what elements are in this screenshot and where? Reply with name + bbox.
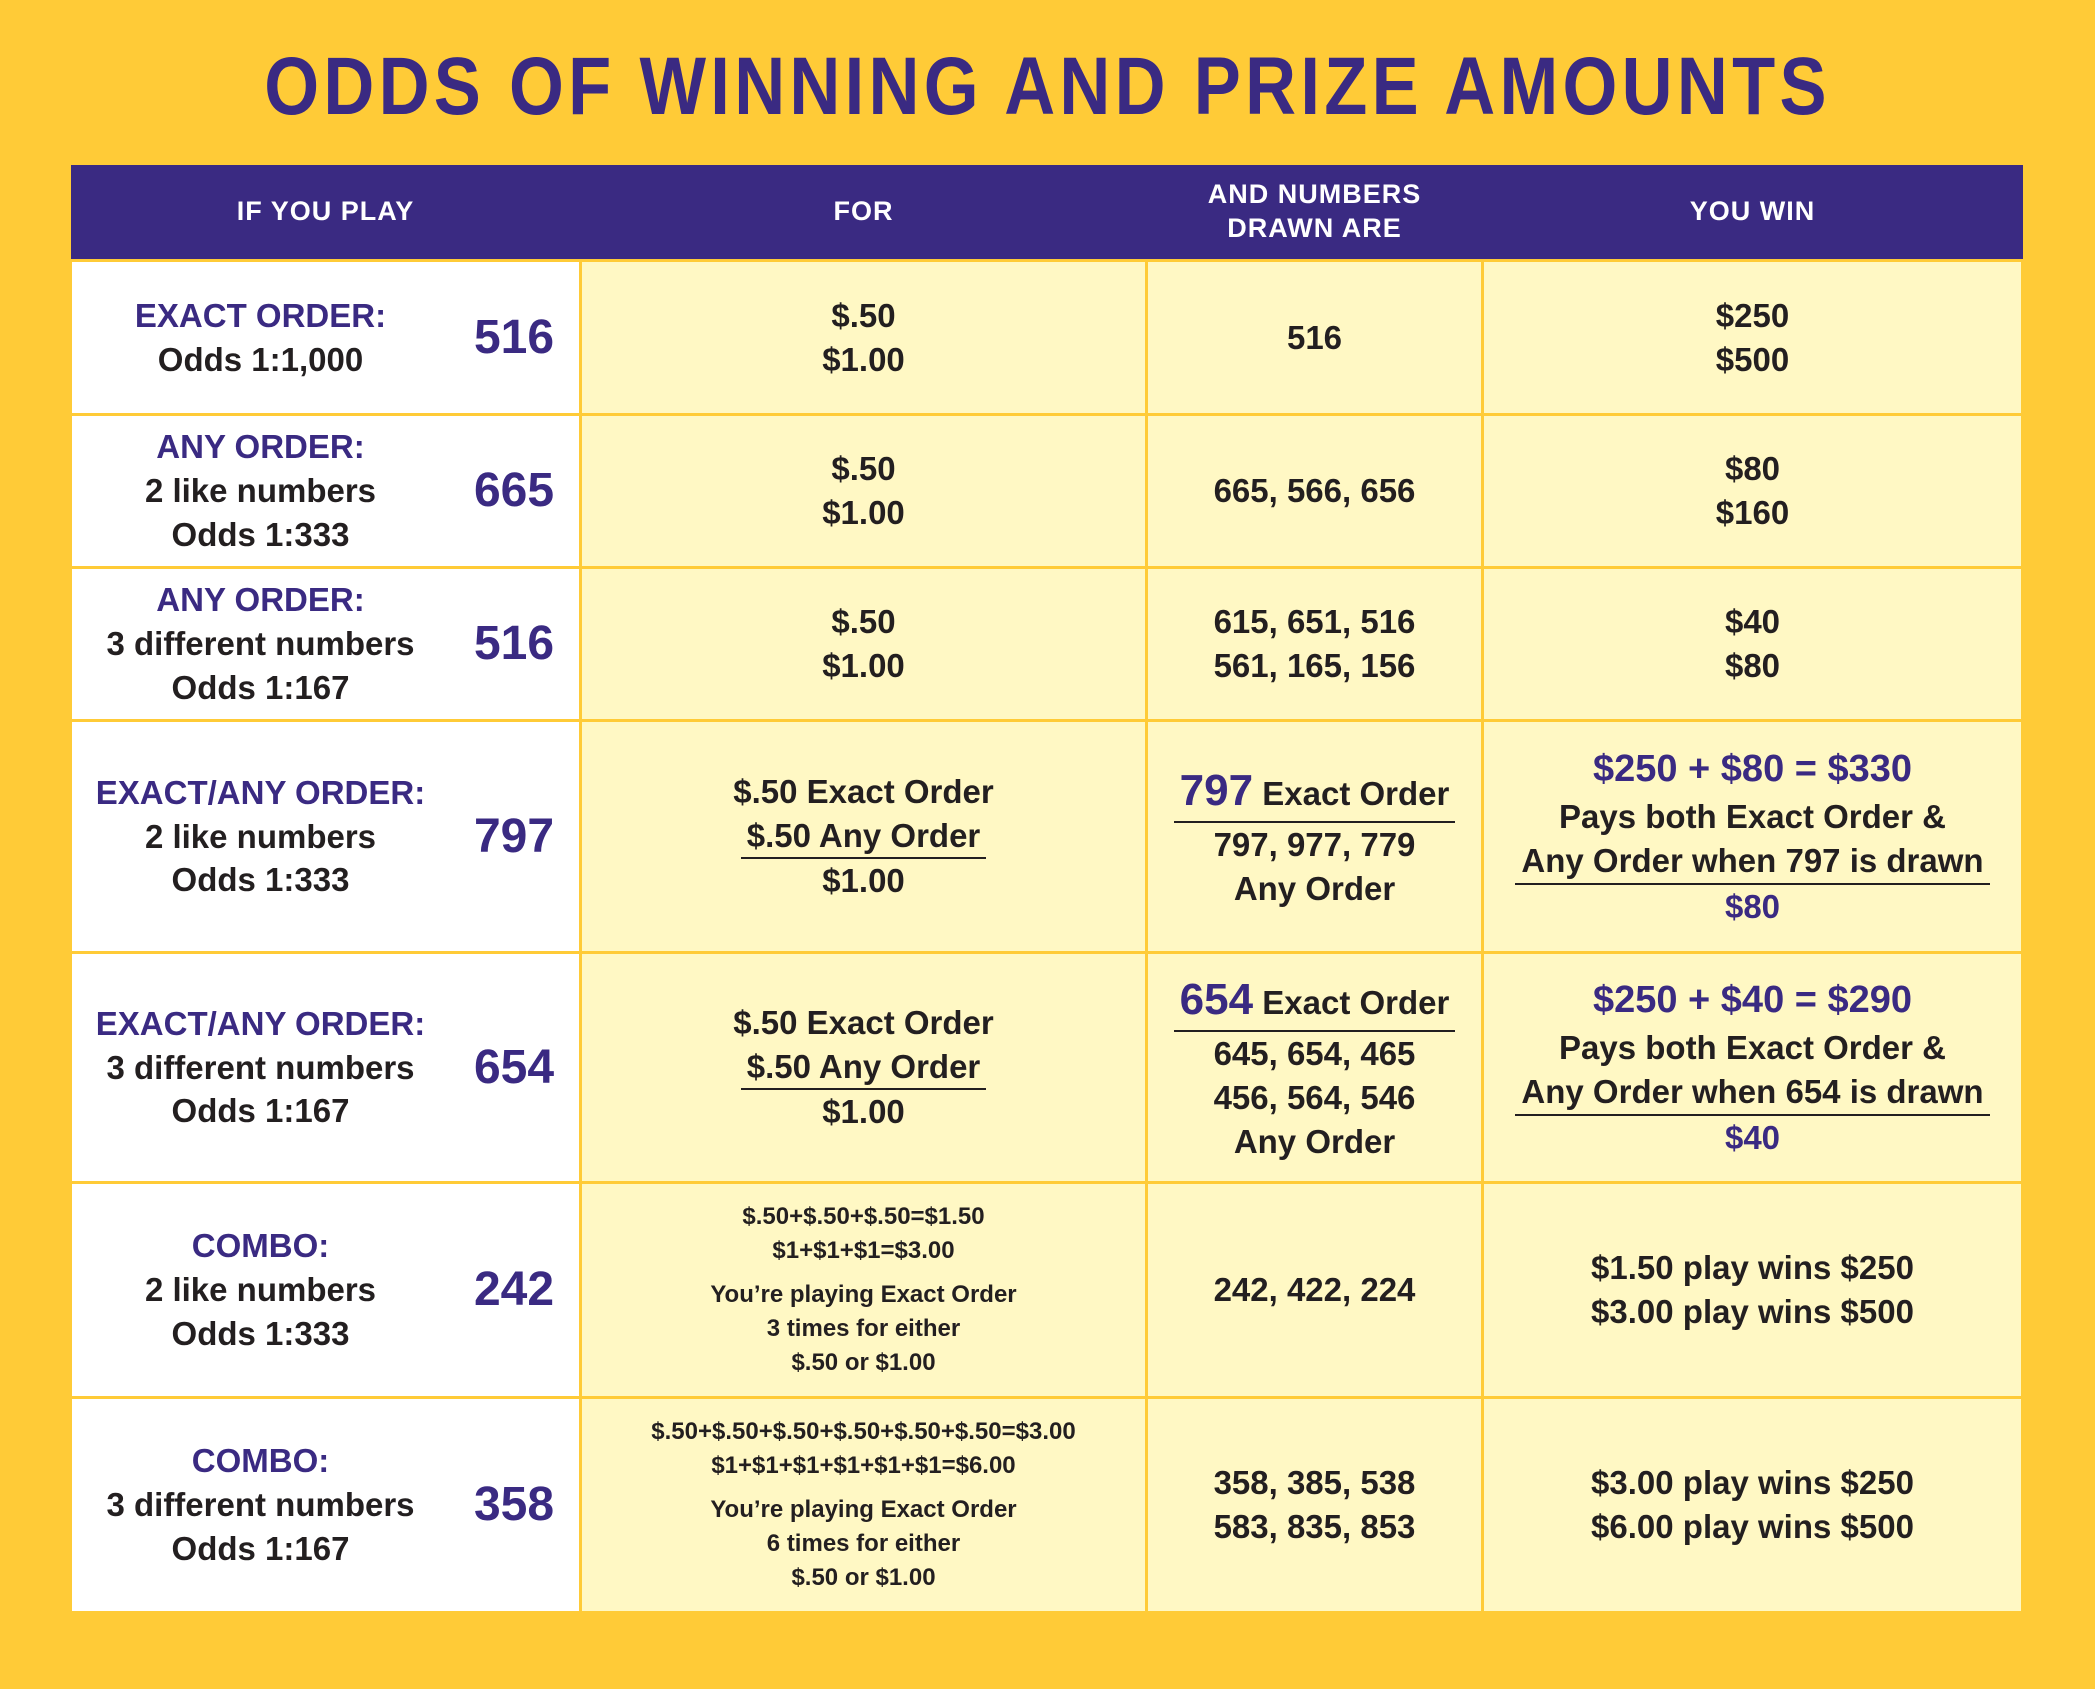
drawn-numbers: 456, 564, 546 — [1213, 1078, 1416, 1116]
wager-amount: $1.00 — [822, 340, 905, 378]
prize-note: Pays both Exact Order & — [1559, 797, 1946, 835]
table-row — [71, 261, 2023, 415]
drawn-cell — [1147, 261, 1483, 415]
drawn-numbers: 797, 977, 779 — [1213, 825, 1416, 863]
play-description: 3 different numbers — [106, 625, 415, 663]
drawn-exact-line — [1174, 971, 1456, 1032]
wager-amount: $1.00 — [822, 647, 905, 684]
for-cell — [581, 415, 1147, 568]
play-cell — [71, 953, 581, 1183]
prize-amount: $3.00 play wins $500 — [1591, 1293, 1914, 1330]
play-odds: Odds 1:167 — [171, 1092, 350, 1130]
wager-note: $.50 or $1.00 — [791, 1564, 936, 1592]
wager-equation: $1+$1+$1=$3.00 — [772, 1236, 955, 1264]
prize-amount: $40 — [1724, 603, 1781, 641]
win-cell — [1483, 1183, 2023, 1398]
win-cell — [1483, 953, 2023, 1183]
play-description: 2 like numbers — [144, 472, 377, 510]
for-cell — [581, 568, 1147, 721]
header-numbers-drawn — [1147, 165, 1483, 261]
play-number: 358 — [473, 1478, 555, 1532]
prize-any-amount: $80 — [1724, 887, 1781, 925]
for-cell — [581, 261, 1147, 415]
wager-total: $1.00 — [822, 862, 905, 900]
for-cell — [581, 1398, 1147, 1613]
header-if-you-play: IF YOU PLAY — [71, 165, 581, 261]
play-cell — [71, 1183, 581, 1398]
play-type: COMBO: — [191, 1442, 330, 1480]
wager-note: 3 times for either — [766, 1315, 961, 1343]
play-cell — [71, 1398, 581, 1613]
drawn-cell — [1147, 1398, 1483, 1613]
play-number: 665 — [473, 464, 555, 518]
drawn-cell — [1147, 415, 1483, 568]
drawn-exact-label: Exact Order — [1262, 984, 1450, 1022]
table-row — [71, 1183, 2023, 1398]
wager-amount: $.50 — [831, 450, 896, 488]
drawn-cell — [1147, 953, 1483, 1183]
wager-exact: $.50 Exact Order — [733, 772, 994, 810]
drawn-cell — [1147, 721, 1483, 953]
drawn-numbers: 665, 566, 656 — [1213, 472, 1416, 510]
play-type: ANY ORDER: — [156, 428, 365, 466]
prize-sum: $250 + $40 = $290 — [1592, 979, 1913, 1022]
drawn-numbers: 516 — [1286, 318, 1343, 356]
drawn-any-label: Any Order — [1233, 869, 1396, 907]
drawn-numbers: 583, 835, 853 — [1213, 1508, 1416, 1545]
play-type: COMBO: — [191, 1227, 330, 1265]
play-odds: Odds 1:333 — [171, 861, 350, 899]
prize-amount: $80 — [1724, 450, 1781, 488]
play-odds: Odds 1:167 — [171, 668, 350, 706]
page-title: ODDS OF WINNING AND PRIZE AMOUNTS — [264, 41, 1831, 132]
wager-amount: $.50 — [831, 603, 896, 641]
prize-note: Any Order when 797 is drawn — [1515, 839, 1989, 885]
header-you-win: YOU WIN — [1483, 165, 2023, 261]
play-description: 3 different numbers — [106, 1048, 415, 1086]
header-numbers-drawn-line2: DRAWN ARE — [1227, 213, 1402, 243]
win-cell — [1483, 568, 2023, 721]
wager-note: You’re playing Exact Order — [710, 1280, 1017, 1308]
play-number: 516 — [473, 617, 555, 671]
prize-any-amount: $40 — [1724, 1118, 1781, 1156]
play-type: EXACT/ANY ORDER: — [95, 1004, 426, 1042]
play-number: 654 — [473, 1040, 555, 1094]
for-cell — [581, 1183, 1147, 1398]
for-cell — [581, 953, 1147, 1183]
wager-equation: $1+$1+$1+$1+$1+$1=$6.00 — [711, 1451, 1016, 1479]
drawn-numbers: 615, 651, 516 — [1213, 603, 1416, 641]
play-odds: Odds 1:333 — [171, 1314, 350, 1352]
drawn-exact-number: 654 — [1179, 975, 1254, 1025]
drawn-any-label: Any Order — [1233, 1122, 1396, 1160]
wager-total: $1.00 — [822, 1093, 905, 1131]
header-row — [71, 165, 2023, 261]
drawn-exact-label: Exact Order — [1262, 775, 1450, 813]
table-row — [71, 1398, 2023, 1613]
play-description: 2 like numbers — [144, 1271, 377, 1309]
play-type: EXACT/ANY ORDER: — [95, 773, 426, 811]
table-row — [71, 721, 2023, 953]
prize-amount: $3.00 play wins $250 — [1591, 1464, 1914, 1502]
play-type: ANY ORDER: — [156, 581, 365, 619]
drawn-exact-line — [1174, 762, 1456, 823]
prize-note: Pays both Exact Order & — [1559, 1028, 1946, 1066]
prize-amount: $1.50 play wins $250 — [1591, 1249, 1914, 1287]
play-description: 2 like numbers — [144, 817, 377, 855]
play-odds: Odds 1:167 — [171, 1529, 350, 1567]
header-numbers-drawn-line1: AND NUMBERS — [1207, 179, 1422, 210]
play-cell — [71, 261, 581, 415]
prize-amount: $250 — [1715, 296, 1790, 334]
wager-exact: $.50 Exact Order — [733, 1003, 994, 1041]
prize-note: Any Order when 654 is drawn — [1515, 1070, 1989, 1116]
prize-amount: $6.00 play wins $500 — [1591, 1508, 1914, 1545]
play-description: 3 different numbers — [106, 1486, 415, 1524]
wager-any: $.50 Any Order — [741, 1045, 987, 1091]
drawn-numbers: 645, 654, 465 — [1213, 1034, 1416, 1072]
prize-amount: $80 — [1724, 647, 1781, 684]
win-cell — [1483, 1398, 2023, 1613]
prize-sum: $250 + $80 = $330 — [1592, 748, 1913, 791]
play-number: 242 — [473, 1263, 555, 1317]
win-cell — [1483, 721, 2023, 953]
header-for: FOR — [581, 165, 1147, 261]
wager-equation: $.50+$.50+$.50=$1.50 — [742, 1202, 985, 1230]
prize-amount: $500 — [1715, 340, 1790, 378]
drawn-cell — [1147, 1183, 1483, 1398]
odds-table — [69, 165, 2024, 1614]
for-cell — [581, 721, 1147, 953]
play-number: 797 — [473, 809, 555, 863]
drawn-exact-number: 797 — [1179, 766, 1254, 816]
drawn-cell — [1147, 568, 1483, 721]
wager-note: You’re playing Exact Order — [710, 1495, 1017, 1523]
table-row — [71, 415, 2023, 568]
wager-any: $.50 Any Order — [741, 814, 987, 860]
play-cell — [71, 721, 581, 953]
wager-note: 6 times for either — [766, 1530, 961, 1558]
play-odds: Odds 1:1,000 — [157, 340, 364, 378]
table-row — [71, 568, 2023, 721]
wager-equation: $.50+$.50+$.50+$.50+$.50+$.50=$3.00 — [651, 1417, 1076, 1445]
wager-note: $.50 or $1.00 — [791, 1349, 936, 1377]
drawn-numbers: 242, 422, 224 — [1213, 1271, 1416, 1309]
play-type: EXACT ORDER: — [134, 296, 387, 334]
play-cell — [71, 415, 581, 568]
wager-amount: $.50 — [831, 296, 896, 334]
drawn-numbers: 561, 165, 156 — [1213, 647, 1416, 684]
play-number: 516 — [473, 310, 555, 364]
drawn-numbers: 358, 385, 538 — [1213, 1464, 1416, 1502]
prize-amount: $160 — [1715, 494, 1790, 531]
play-odds: Odds 1:333 — [171, 515, 350, 553]
play-cell — [71, 568, 581, 721]
wager-amount: $1.00 — [822, 494, 905, 531]
table-row — [71, 953, 2023, 1183]
win-cell — [1483, 261, 2023, 415]
win-cell — [1483, 415, 2023, 568]
